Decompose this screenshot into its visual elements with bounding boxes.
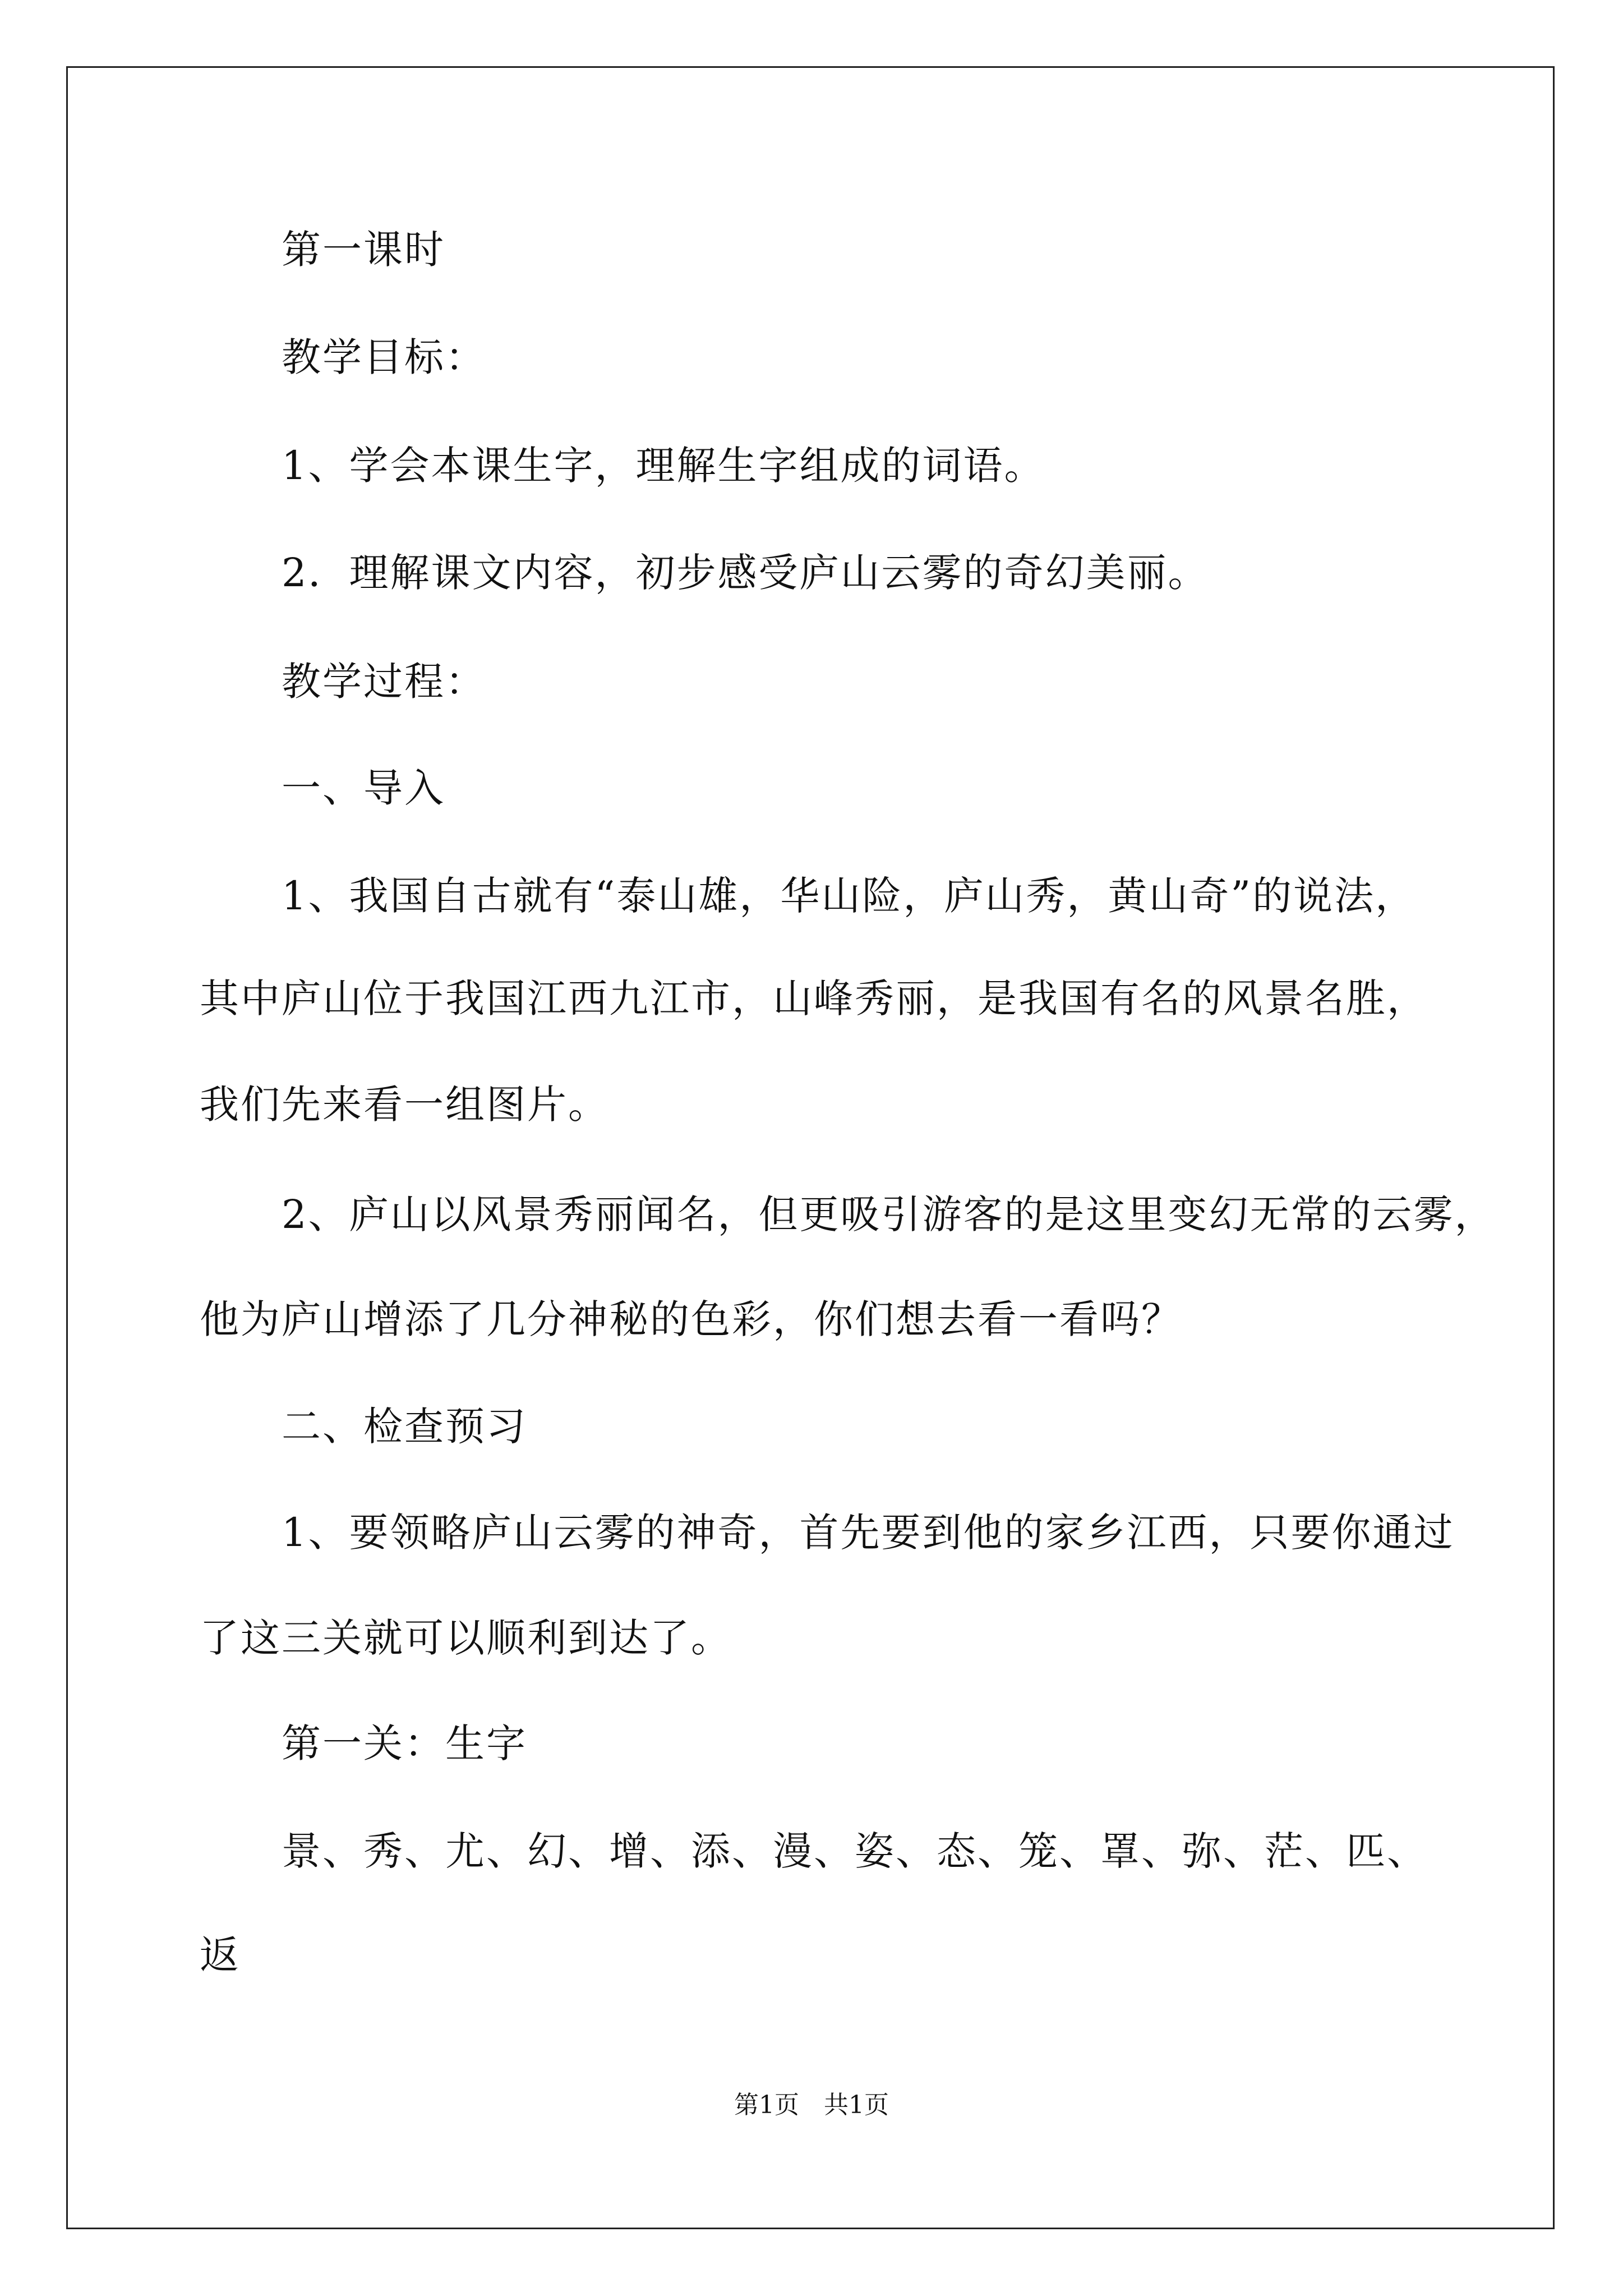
text-line-level-1-heading: 第一关：生字: [282, 1720, 527, 1766]
text-line-characters-a: 景、秀、尤、幻、增、添、漫、姿、态、笼、罩、弥、茫、匹、: [282, 1828, 1428, 1874]
text-line-goal-1: 1、学会本课生字，理解生字组成的词语。: [282, 443, 1045, 489]
text-line-intro-2a: 2、庐山以风景秀丽闻名，但更吸引游客的是这里变幻无常的云雾，: [282, 1191, 1496, 1237]
page-border: [66, 66, 1555, 2229]
text-line-section-intro: 一、导入: [282, 765, 445, 811]
text-line-characters-b: 返: [200, 1932, 241, 1978]
text-line-preview-1a: 1、要领略庐山云雾的神奇，首先要到他的家乡江西，只要你通过: [282, 1510, 1455, 1556]
text-line-intro-1a: 1、我国自古就有“泰山雄，华山险，庐山秀，黄山奇”的说法，: [282, 873, 1417, 919]
text-line-section-preview: 二、检查预习: [282, 1404, 527, 1450]
text-line-teaching-goals-heading: 教学目标：: [282, 334, 486, 380]
text-line-goal-2: 2．理解课文内容，初步感受庐山云雾的奇幻美丽。: [282, 550, 1209, 596]
text-line-process-heading: 教学过程：: [282, 659, 486, 705]
text-line-lesson-title: 第一课时: [282, 227, 445, 273]
page-footer: 第1页 共1页: [734, 2091, 889, 2119]
text-line-intro-1b: 其中庐山位于我国江西九江市，山峰秀丽，是我国有名的风景名胜，: [200, 976, 1428, 1022]
text-line-preview-1b: 了这三关就可以顺利到达了。: [200, 1615, 732, 1661]
text-line-intro-1c: 我们先来看一组图片。: [200, 1082, 609, 1128]
text-line-intro-2b: 他为庐山增添了几分神秘的色彩，你们想去看一看吗？: [200, 1296, 1182, 1342]
